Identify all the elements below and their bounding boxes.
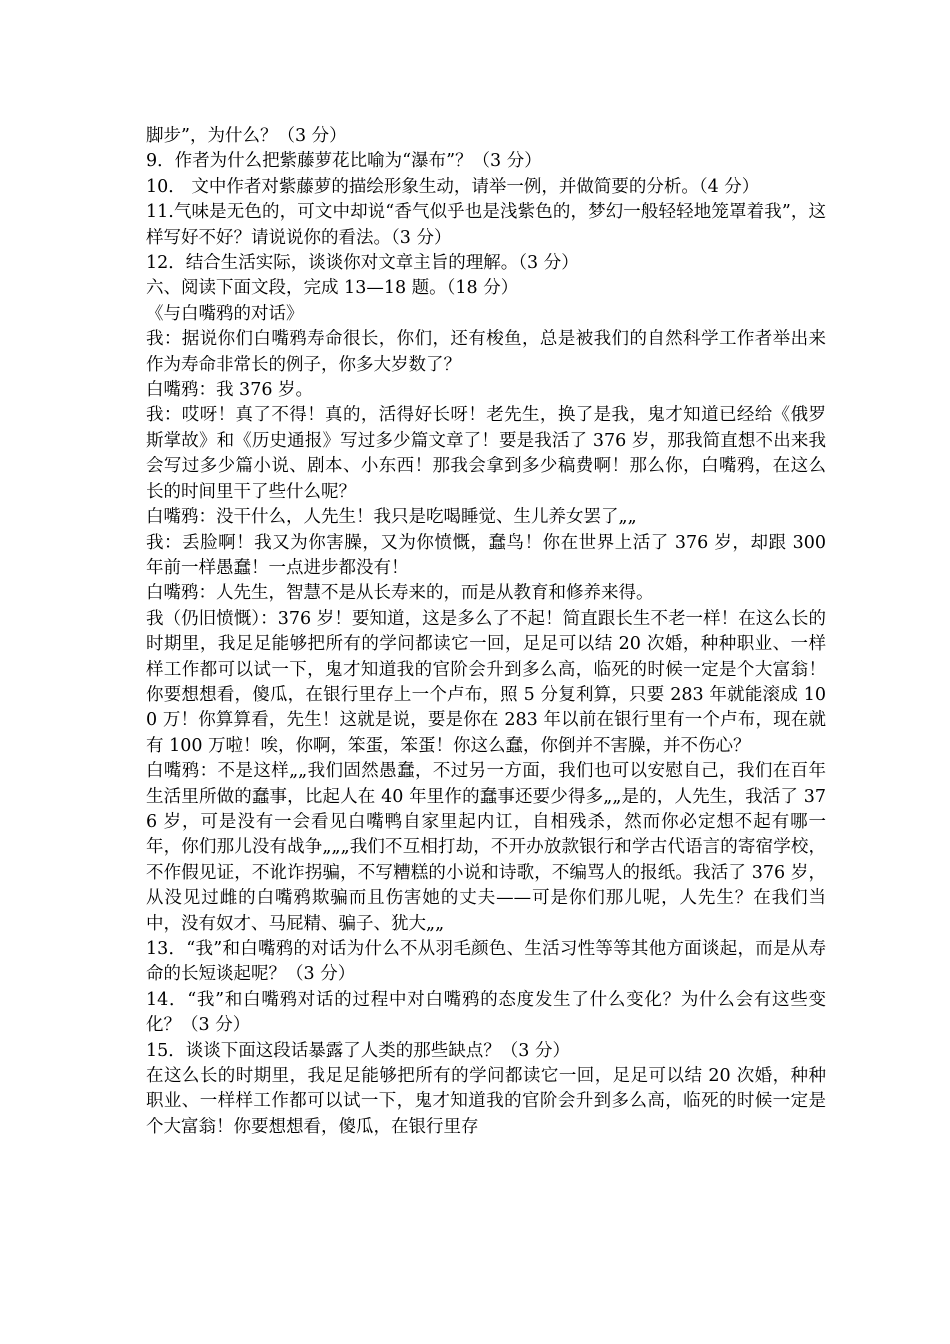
dialogue-paragraph: 白嘴鸦：没干什么，人先生！我只是吃喝睡觉、生儿养女罢了„„ — [146, 507, 637, 528]
dialogue-paragraph: 白嘴鸦：不是这样„„我们固然愚蠢，不过另一方面，我们也可以安慰自己，我们在百年生活里所做的蠢事，比起人在 40 年里作的蠢事还要少得多„„是的，人先生，我活了 376 岁，可是没有一会看见白嘴鸭自家里起内讧，自相残杀，然而你必定想不起有哪一年，你们那儿没有战争„„„我们不互相打劫，不开办放款银行和学古代语言的寄宿学校，不作假见证，不讹诈拐骗，不写糟糕的小说和诗歌，不编骂人的报纸。我活了 376 岁，从没见过雌的白嘴鸦欺骗而且伤害她的丈夫——可是你们那儿呢，人先生？在我们当中，没有奴才、马屁精、骗子、犹大„„ — [146, 761, 826, 934]
passage-title: 《与白嘴鸦的对话》 — [146, 303, 304, 324]
dialogue-paragraph: 我：丢脸啊！我又为你害臊，又为你愤慨，蠢鸟！你在世界上活了 376 岁，却跟 300 年前一样愚蠢！一点进步都没有！ — [146, 532, 826, 578]
section-six-heading: 六、阅读下面文段，完成 13—18 题。（18 分） — [146, 278, 519, 299]
dialogue-paragraph: 我（仍旧愤慨）：376 岁！要知道，这是多么了不起！简直跟长生不老一样！在这么长的时期里，我足足能够把所有的学问都读它一回，足足可以结 20 次婚，种种职业、一样样工作都可以试一下，鬼才知道我的官阶会升到多么高，临死的时候一定是个大富翁！你要想想看，傻瓜，在银行里存上一个卢布，照 5 分复利算，只要 283 年就能滚成 100 万！你算算看，先生！这就是说，要是你在 283 年以前在银行里有一个卢布，现在就有 100 万啦！唉，你啊，笨蛋，笨蛋！你这么蠢，你倒并不害臊，并不伤心？ — [146, 608, 826, 756]
dialogue-paragraph: 白嘴鸦：人先生，智慧不是从长寿来的，而是从教育和修养来得。 — [146, 583, 654, 604]
q8-tail: 脚步”，为什么？（3 分） — [146, 126, 347, 146]
q14: 14．“我”和白嘴鸦对话的过程中对白嘴鸦的态度发生了什么变化？为什么会有这些变化？（3 分） — [146, 989, 826, 1036]
q12: 12．结合生活实际，谈谈你对文章主旨的理解。（3 分） — [146, 253, 579, 274]
q15: 15．谈谈下面这段话暴露了人类的那些缺点？（3 分） — [146, 1040, 570, 1061]
q11: 11.气味是无色的，可文中却说“香气似乎也是浅紫色的，梦幻一般轻轻地笼罩着我”，这样写好不好？请说说你的看法。（3 分） — [146, 202, 826, 248]
dialogue-paragraph: 我：据说你们白嘴鸦寿命很长，你们，还有梭鱼，总是被我们的自然科学工作者举出来作为寿命非常长的例子，你多大岁数了？ — [146, 329, 826, 375]
q10: 10． 文中作者对紫藤萝的描绘形象生动，请举一例，并做简要的分析。（4 分） — [146, 176, 760, 197]
quoted-passage: 在这么长的时期里，我足足能够把所有的学问都读它一回，足足可以结 20 次婚，种种职业、一样样工作都可以试一下，鬼才知道我的官阶会升到多么高，临死的时候一定是个大富翁！你要想想看，傻瓜，在银行里存 — [146, 1066, 826, 1137]
q13: 13．“我”和白嘴鸦的对话为什么不从羽毛颜色、生活习性等等其他方面谈起，而是从寿命的长短谈起呢？（3 分） — [146, 939, 826, 985]
dialogue-paragraph: 我：哎呀！真了不得！真的，活得好长呀！老先生，换了是我，鬼才知道已经给《俄罗斯掌故》和《历史通报》写过多少篇文章了！要是我活了 376 岁，那我简直想不出来我会写过多少篇小说、剧本、小东西！那我会拿到多少稿费啊！那么你，白嘴鸦，在这么长的时间里干了些什么呢？ — [146, 405, 826, 502]
document-body — [146, 124, 826, 1140]
dialogue-paragraph: 白嘴鸦：我 376 岁。 — [146, 380, 314, 401]
q9: 9．作者为什么把紫藤萝花比喻为“瀑布”？（3 分） — [146, 151, 542, 172]
